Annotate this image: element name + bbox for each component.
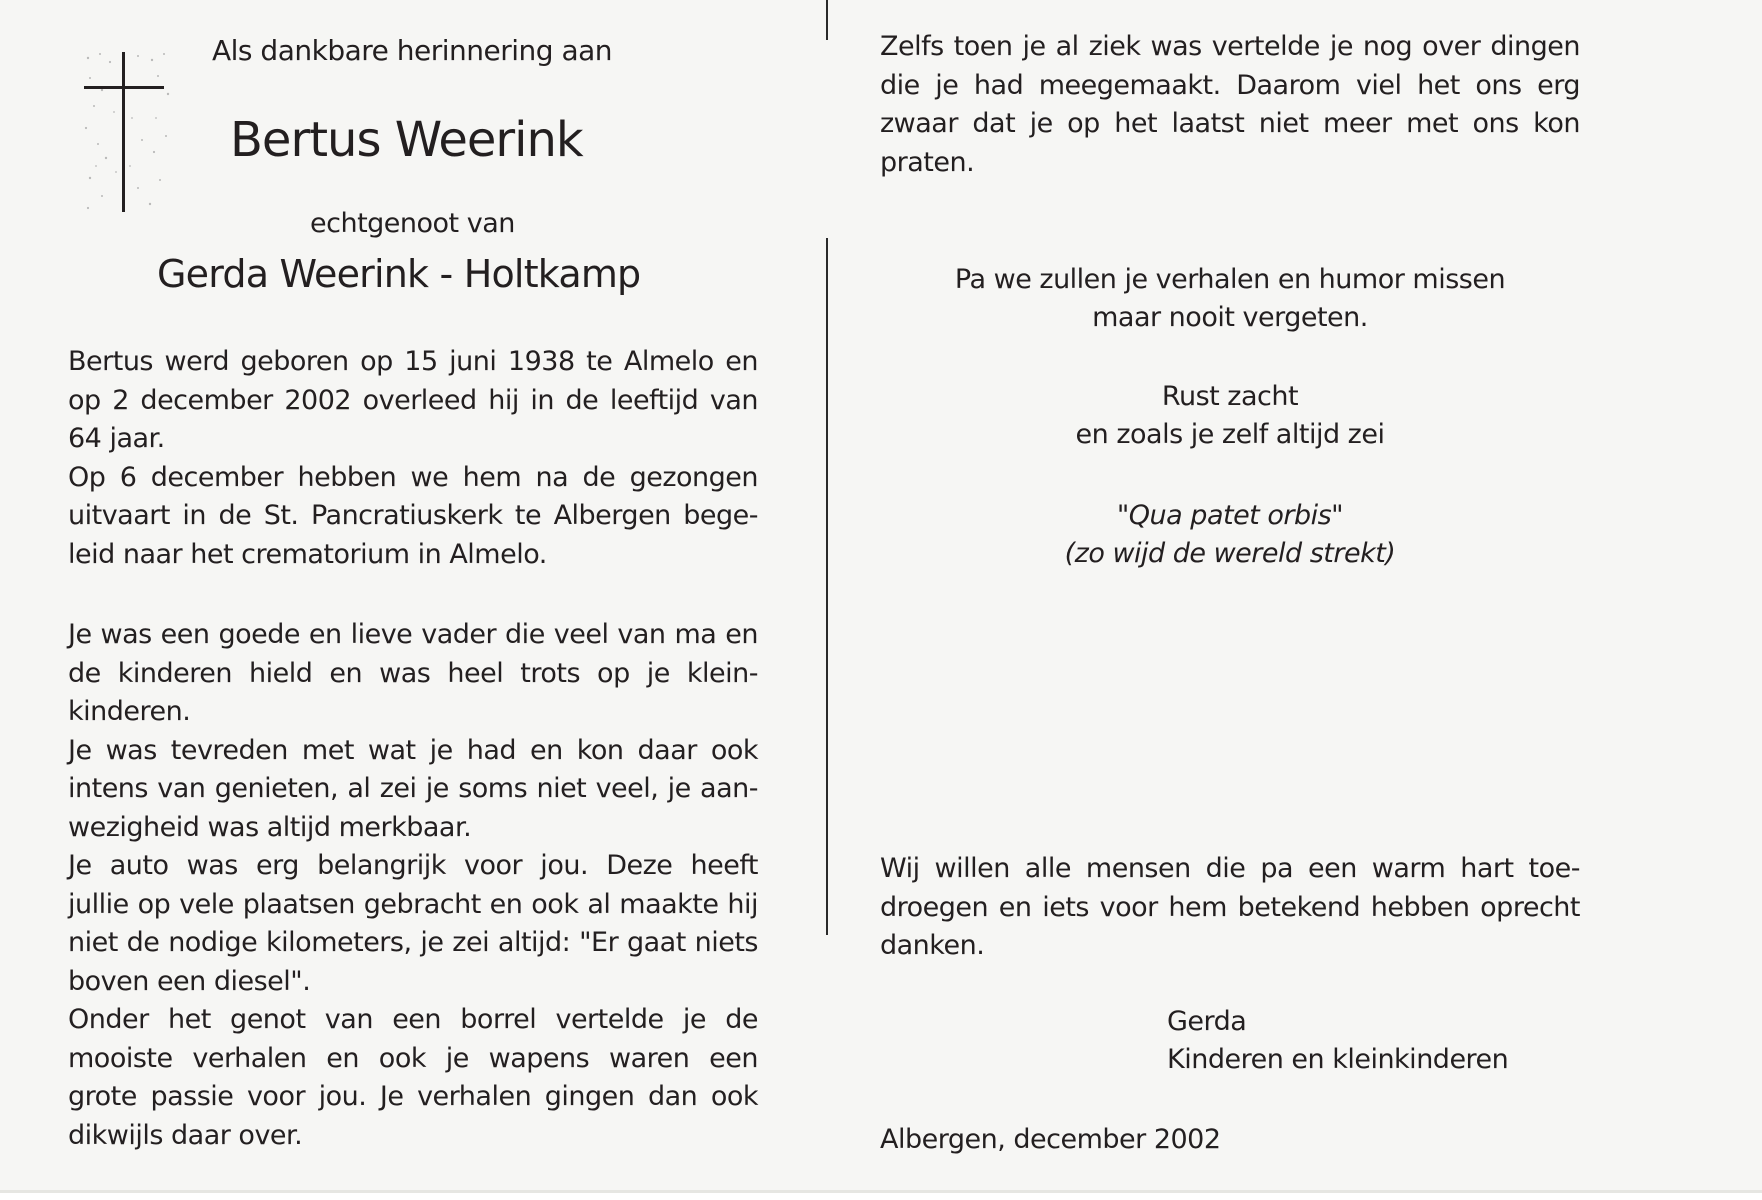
illness-line: Zelfs toen je al ziek was vertelde je nog over dingen <box>880 31 1580 62</box>
motto-translation: (zo wijd de wereld strekt) <box>1064 538 1396 569</box>
memory-line: niet de nodige kilometers, je zei altijd: "Er gaat niets <box>68 927 758 958</box>
memory-line: Je was tevreden met wat je had en kon daar ook <box>68 734 758 766</box>
memory-line: jullie op vele plaatsen gebracht en ook al maakte hij <box>68 888 758 920</box>
fold-line-top-segment <box>826 0 828 40</box>
memory-line: Je auto was erg belangrijk voor jou. Deze heeft <box>68 850 758 881</box>
tribute-line-2: maar nooit vergeten. <box>1092 302 1368 333</box>
cross-icon <box>80 48 176 218</box>
illness-line: zwaar dat je op het laatst niet meer met ons kon <box>880 108 1580 139</box>
bio-line: Bertus werd geboren op 15 juni 1938 te Almelo en <box>68 346 758 377</box>
signature-line-1: Gerda <box>1167 1006 1247 1037</box>
bio-line: uitvaart in de St. Pancratiuskerk te Albergen bege- <box>68 500 758 531</box>
intro-text: Als dankbare herinnering aan <box>212 34 613 67</box>
bio-line: op 2 december 2002 overleed hij in de leeftijd van <box>68 384 758 416</box>
memory-line: kinderen. <box>68 696 191 727</box>
bio-line: 64 jaar. <box>68 423 165 454</box>
thanks-line: droegen en iets voor hem betekend hebben oprecht <box>880 891 1580 923</box>
biography-paragraph <box>68 343 758 574</box>
rest-line-2: en zoals je zelf altijd zei <box>1075 419 1385 450</box>
rest-line-1: Rust zacht <box>1161 381 1299 412</box>
memory-line: wezigheid was altijd merkbaar. <box>68 811 472 843</box>
place-date: Albergen, december 2002 <box>880 1124 1221 1155</box>
signature-line-2: Kinderen en kleinkinderen <box>1167 1044 1509 1075</box>
thanks-line: danken. <box>880 930 985 961</box>
memory-line: mooiste verhalen en ook je wapens waren een <box>68 1042 758 1074</box>
memory-line: Je was een goede en lieve vader die veel van ma en <box>68 619 758 650</box>
thanks-line: Wij willen alle mensen die pa een warm hart toe- <box>880 853 1580 884</box>
bio-line: leid naar het crematorium in Almelo. <box>68 538 547 570</box>
spouse-label: echtgenoot van <box>310 208 515 239</box>
tribute-line-1: Pa we zullen je verhalen en humor missen <box>954 264 1506 295</box>
bio-line: Op 6 december hebben we hem na de gezongen <box>68 461 758 493</box>
thanks-paragraph <box>880 850 1580 966</box>
memories-paragraph <box>68 616 758 1155</box>
illness-paragraph <box>880 28 1580 182</box>
spouse-name: Gerda Weerink - Holtkamp <box>157 252 641 296</box>
memory-line: Onder het genot van een borrel vertelde je de <box>68 1004 758 1035</box>
deceased-name: Bertus Weerink <box>230 112 583 168</box>
illness-line: die je had meegemaakt. Daarom viel het ons erg <box>880 69 1580 101</box>
memory-line: dikwijls daar over. <box>68 1119 303 1151</box>
memory-line: intens van genieten, al zei je soms niet veel, je aan- <box>68 773 758 804</box>
memory-line: grote passie voor jou. Je verhalen gingen dan ook <box>68 1081 758 1112</box>
memory-line: boven een diesel". <box>68 965 311 997</box>
illness-line: praten. <box>880 146 975 178</box>
memory-line: de kinderen hield en was heel trots op je klein- <box>68 657 758 689</box>
motto: "Qua patet orbis" <box>1116 500 1344 531</box>
